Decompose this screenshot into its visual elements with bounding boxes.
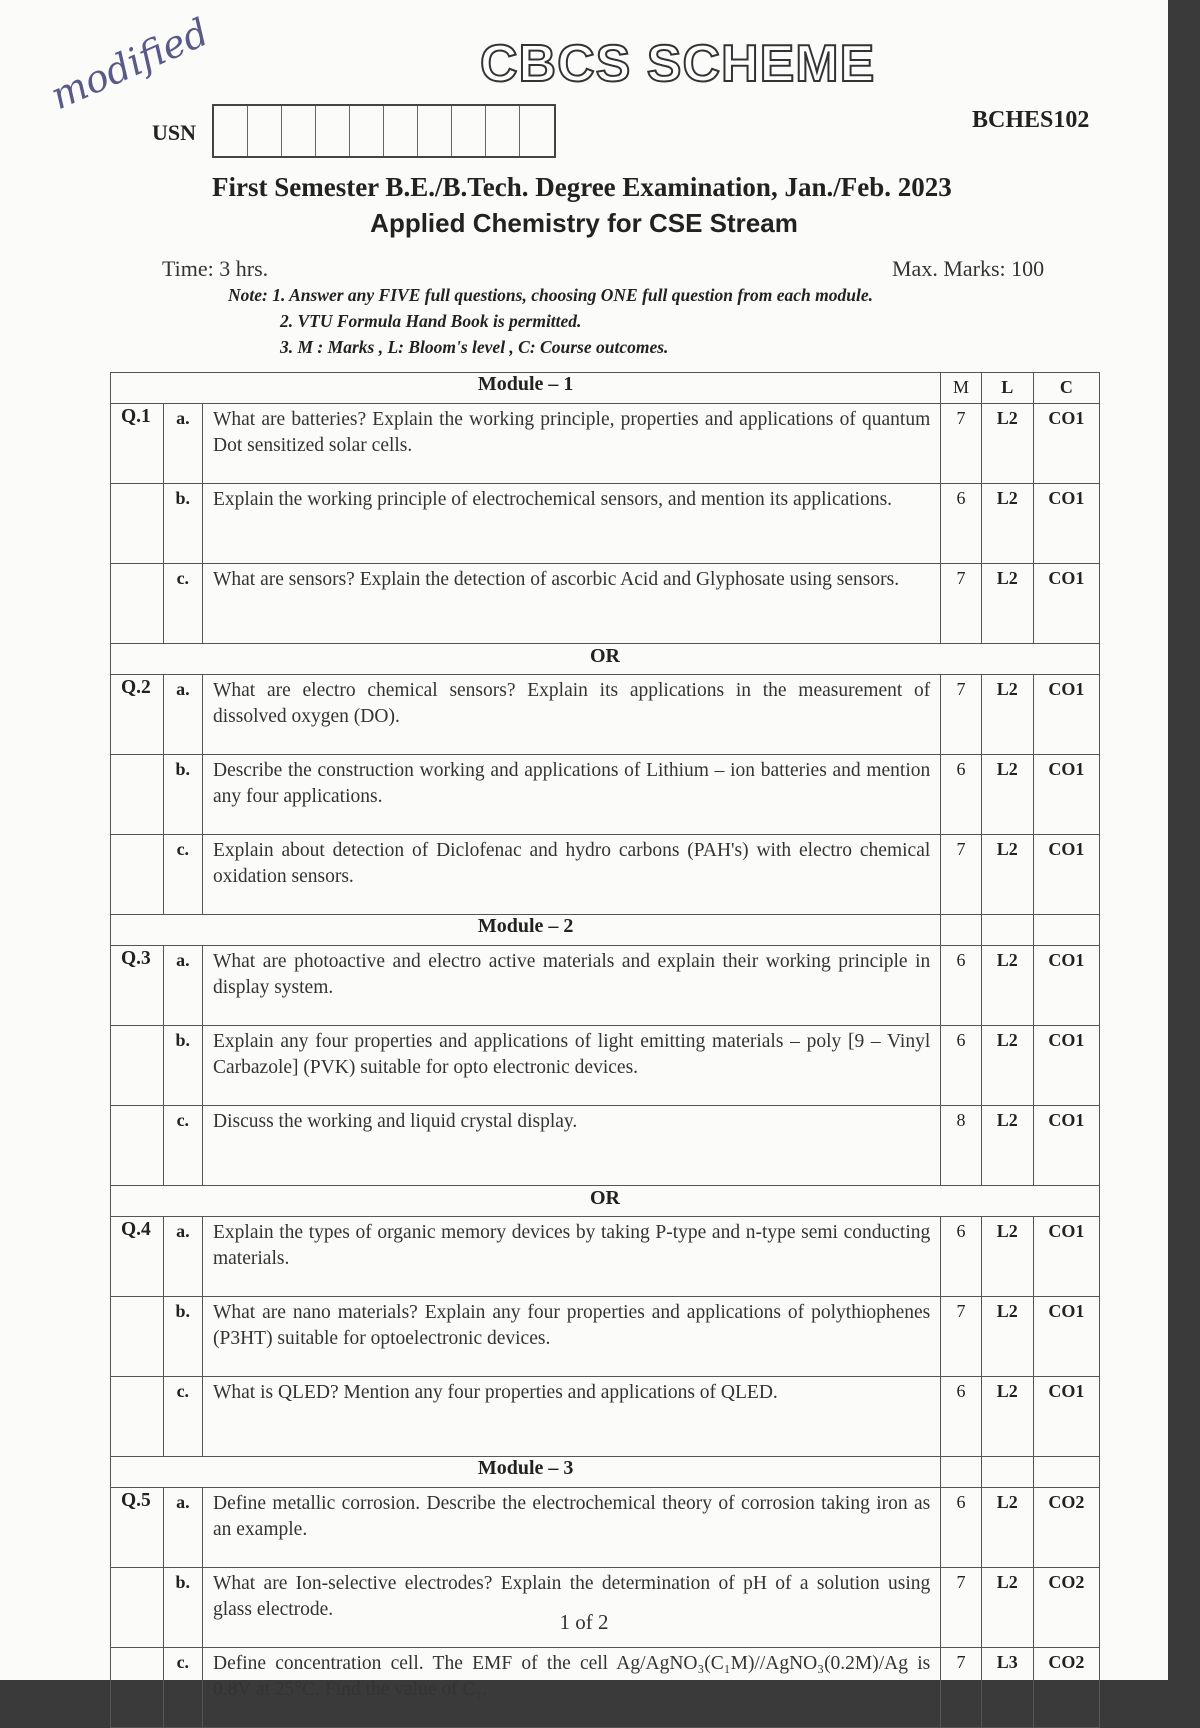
or-separator: OR	[111, 644, 1100, 675]
level-col-blank	[981, 915, 1033, 946]
question-text: Explain the types of organic memory devices by taking P-type and n-type semi conducting materials.	[202, 1217, 940, 1297]
module-header-row	[111, 373, 1100, 404]
usn-box	[282, 106, 316, 156]
usn-box	[248, 106, 282, 156]
outcome-col-blank	[1033, 1457, 1099, 1488]
bloom-level: L2	[981, 946, 1033, 1026]
question-number	[111, 1648, 164, 1728]
course-outcome: CO1	[1033, 946, 1099, 1026]
course-outcome: CO1	[1033, 1217, 1099, 1297]
part-label: a.	[163, 675, 202, 755]
question-number: Q.3	[111, 946, 164, 1026]
bloom-level: L2	[981, 484, 1033, 564]
question-text: What are electro chemical sensors? Explain its applications in the measurement of dissolved oxygen (DO).	[202, 675, 940, 755]
marks-col-header: M	[941, 373, 981, 404]
question-text: What are nano materials? Explain any four properties and applications of polythiophenes (P3HT) suitable for optoelectronic devices.	[202, 1297, 940, 1377]
question-text: Explain any four properties and applications of light emitting materials – poly [9 – Vinyl Carbazole] (PVK) suitable for opto electronic devices.	[202, 1026, 940, 1106]
part-label: a.	[163, 404, 202, 484]
bloom-level: L2	[981, 404, 1033, 484]
bloom-level: L2	[981, 1026, 1033, 1106]
marks-value: 6	[941, 1488, 981, 1568]
part-label: b.	[163, 1297, 202, 1377]
bloom-level: L2	[981, 1488, 1033, 1568]
question-text: What are Ion-selective electrodes? Explain the determination of pH of a solution using glass electrode.	[202, 1568, 940, 1648]
course-outcome: CO2	[1033, 1648, 1099, 1728]
marks-value: 8	[941, 1106, 981, 1186]
usn-box	[418, 106, 452, 156]
instructions	[228, 282, 873, 360]
course-outcome: CO1	[1033, 404, 1099, 484]
marks-value: 6	[941, 1377, 981, 1457]
course-outcome: CO1	[1033, 1106, 1099, 1186]
part-label: c.	[163, 1106, 202, 1186]
bloom-level: L2	[981, 1568, 1033, 1648]
part-label: a.	[163, 946, 202, 1026]
usn-box	[316, 106, 350, 156]
marks-value: 7	[941, 1648, 981, 1728]
question-text: What are batteries? Explain the working principle, properties and applications of quantum Dot sensitized solar cells.	[202, 404, 940, 484]
or-row	[111, 1186, 1100, 1217]
question-row	[111, 1648, 1100, 1728]
module-title: Module – 3	[111, 1457, 941, 1488]
marks-value: 6	[941, 484, 981, 564]
usn-box	[214, 106, 248, 156]
part-label: b.	[163, 755, 202, 835]
marks-col-blank	[941, 1457, 981, 1488]
question-row	[111, 404, 1100, 484]
marks-value: 6	[941, 946, 981, 1026]
question-text: What is QLED? Mention any four properties and applications of QLED.	[202, 1377, 940, 1457]
question-number	[111, 1026, 164, 1106]
or-separator: OR	[111, 1186, 1100, 1217]
question-row	[111, 1026, 1100, 1106]
module-title: Module – 2	[111, 915, 941, 946]
bloom-level: L2	[981, 1217, 1033, 1297]
note-line: 3. M : Marks , L: Bloom's level , C: Course outcomes.	[280, 337, 669, 357]
course-outcome: CO1	[1033, 1377, 1099, 1457]
marks-value: 6	[941, 1026, 981, 1106]
exam-time: Time: 3 hrs.	[162, 256, 269, 281]
question-text: Describe the construction working and applications of Lithium – ion batteries and mention any four applications.	[202, 755, 940, 835]
marks-value: 6	[941, 1217, 981, 1297]
course-outcome: CO1	[1033, 755, 1099, 835]
question-number	[111, 1297, 164, 1377]
marks-value: 7	[941, 835, 981, 915]
bloom-level: L2	[981, 755, 1033, 835]
outcome-col-header: C	[1033, 373, 1099, 404]
question-number	[111, 1106, 164, 1186]
usn-box	[452, 106, 486, 156]
question-row	[111, 835, 1100, 915]
question-table	[110, 372, 1100, 1728]
question-text: What are photoactive and electro active materials and explain their working principle in display system.	[202, 946, 940, 1026]
question-number	[111, 755, 164, 835]
course-outcome: CO1	[1033, 835, 1099, 915]
usn-box	[384, 106, 418, 156]
part-label: a.	[163, 1217, 202, 1297]
question-number	[111, 484, 164, 564]
handwritten-note: modified	[44, 9, 215, 119]
bloom-level: L2	[981, 564, 1033, 644]
question-number	[111, 835, 164, 915]
note-line: 2. VTU Formula Hand Book is permitted.	[280, 311, 582, 331]
scheme-title: CBCS SCHEME	[480, 35, 876, 93]
question-text: Explain the working principle of electrochemical sensors, and mention its applications.	[202, 484, 940, 564]
bloom-level: L2	[981, 1377, 1033, 1457]
usn-box	[520, 106, 554, 156]
course-outcome: CO2	[1033, 1488, 1099, 1568]
course-outcome: CO1	[1033, 1026, 1099, 1106]
question-row	[111, 1217, 1100, 1297]
usn-label: USN	[152, 120, 197, 145]
bloom-level: L2	[981, 675, 1033, 755]
question-text: Define metallic corrosion. Describe the electrochemical theory of corrosion taking iron as an example.	[202, 1488, 940, 1568]
question-text: Discuss the working and liquid crystal display.	[202, 1106, 940, 1186]
part-label: b.	[163, 1026, 202, 1106]
part-label: c.	[163, 835, 202, 915]
bloom-level: L3	[981, 1648, 1033, 1728]
question-number	[111, 1568, 164, 1648]
question-row	[111, 1568, 1100, 1648]
marks-value: 7	[941, 404, 981, 484]
part-label: c.	[163, 1377, 202, 1457]
subject-title: Applied Chemistry for CSE Stream	[370, 208, 798, 238]
course-outcome: CO1	[1033, 675, 1099, 755]
bloom-level: L2	[981, 1297, 1033, 1377]
usn-box	[486, 106, 520, 156]
part-label: b.	[163, 484, 202, 564]
question-number	[111, 564, 164, 644]
question-row	[111, 946, 1100, 1026]
question-row	[111, 1488, 1100, 1568]
question-row	[111, 564, 1100, 644]
part-label: a.	[163, 1488, 202, 1568]
max-marks: Max. Marks: 100	[892, 256, 1045, 281]
question-number: Q.5	[111, 1488, 164, 1568]
question-row	[111, 1377, 1100, 1457]
part-label: b.	[163, 1568, 202, 1648]
question-row	[111, 755, 1100, 835]
course-outcome: CO2	[1033, 1568, 1099, 1648]
level-col-blank	[981, 1457, 1033, 1488]
question-number: Q.1	[111, 404, 164, 484]
exam-title: First Semester B.E./B.Tech. Degree Examination, Jan./Feb. 2023	[212, 172, 952, 202]
marks-value: 7	[941, 1568, 981, 1648]
part-label: c.	[163, 564, 202, 644]
marks-value: 7	[941, 675, 981, 755]
note-line: Note: 1. Answer any FIVE full questions, choosing ONE full question from each module.	[228, 285, 873, 305]
module-header-row	[111, 1457, 1100, 1488]
course-outcome: CO1	[1033, 1297, 1099, 1377]
bloom-level: L2	[981, 835, 1033, 915]
module-header-row	[111, 915, 1100, 946]
question-text: Define concentration cell. The EMF of the cell Ag/AgNO₃(C₁M)//AgNO₃(0.2M)/Ag is 0.8V at 25°C. Find the value of C₁.	[202, 1648, 940, 1728]
question-row	[111, 675, 1100, 755]
bloom-level: L2	[981, 1106, 1033, 1186]
question-row	[111, 484, 1100, 564]
course-outcome: CO1	[1033, 564, 1099, 644]
marks-value: 6	[941, 755, 981, 835]
page-number: 1 of 2	[559, 1610, 609, 1634]
usn-box	[350, 106, 384, 156]
question-number: Q.4	[111, 1217, 164, 1297]
marks-value: 7	[941, 1297, 981, 1377]
outcome-col-blank	[1033, 915, 1099, 946]
level-col-header: L	[981, 373, 1033, 404]
question-row	[111, 1106, 1100, 1186]
course-code: BCHES102	[972, 107, 1090, 133]
marks-value: 7	[941, 564, 981, 644]
question-number: Q.2	[111, 675, 164, 755]
question-text: Explain about detection of Diclofenac and hydro carbons (PAH's) with electro chemical oxidation sensors.	[202, 835, 940, 915]
module-title: Module – 1	[111, 373, 941, 404]
marks-col-blank	[941, 915, 981, 946]
question-text: What are sensors? Explain the detection of ascorbic Acid and Glyphosate using sensors.	[202, 564, 940, 644]
course-outcome: CO1	[1033, 484, 1099, 564]
or-row	[111, 644, 1100, 675]
usn-boxes	[212, 104, 556, 158]
part-label: c.	[163, 1648, 202, 1728]
question-row	[111, 1297, 1100, 1377]
question-number	[111, 1377, 164, 1457]
